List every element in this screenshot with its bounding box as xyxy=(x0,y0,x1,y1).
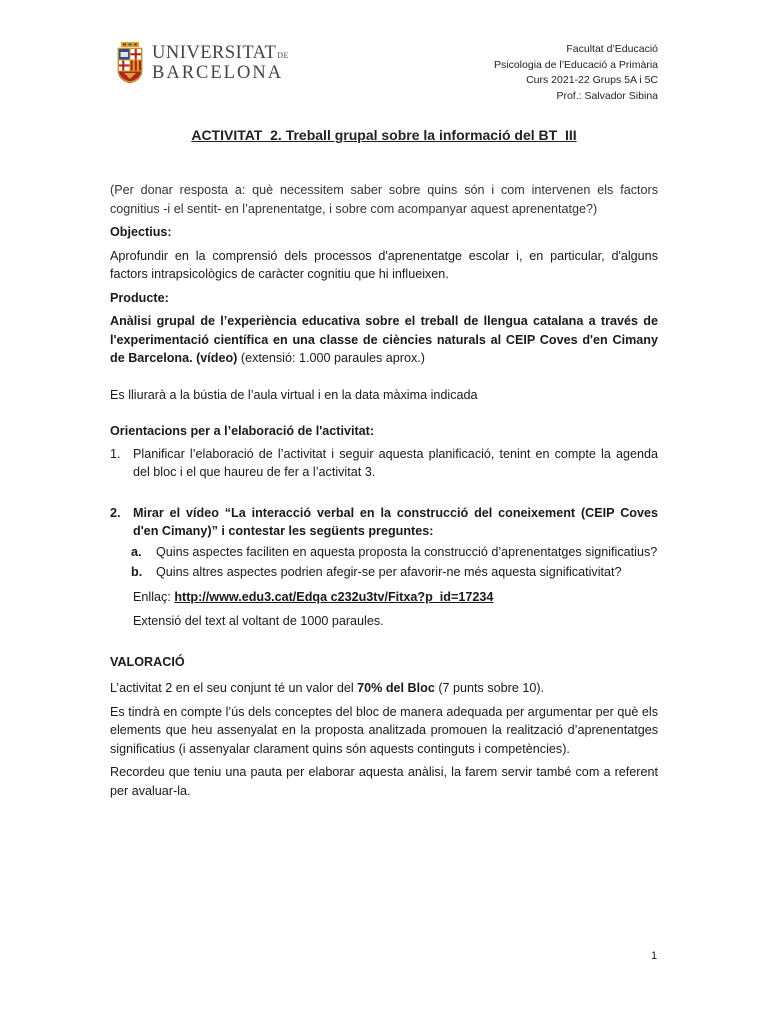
producte-text xyxy=(110,312,658,368)
question-text: Quins altres aspectes podrien afegir-se per afavorir-ne més aquesta significativitat? xyxy=(156,565,622,579)
professor-line: Prof.: Salvador Sibina xyxy=(556,89,658,102)
delivery-note: Es lliurarà a la bústia de l’aula virtual i en la data màxima indicada xyxy=(110,387,478,402)
orientacions-heading: Orientacions per a l’elaboració de l'activitat: xyxy=(110,424,375,438)
questions-list xyxy=(110,543,658,582)
list-item xyxy=(110,504,658,631)
valoracio-weight xyxy=(110,679,658,698)
extension-note: Extensió del text al voltant de 1000 paraules. xyxy=(133,614,384,628)
question-item xyxy=(110,543,658,562)
list-item-number: 2. xyxy=(110,505,121,520)
logo-wordmark xyxy=(152,44,289,83)
objectius-text: Aprofundir en la comprensió dels processos d'aprenentatge escolar i, en particular, d'alguns factors intrapsicològics de caràcter cognitiu que hi influeixen. xyxy=(110,248,658,281)
producte-heading: Producte: xyxy=(110,290,169,305)
document-body xyxy=(110,181,658,800)
producte-text-extension: (extensió: 1.000 paraules aprox.) xyxy=(237,351,425,365)
question-text: Quins aspectes faciliten en aquesta proposta la construcció d’aprenentatges significatius? xyxy=(156,544,658,559)
valoracio-weight-b: 70% del Bloc xyxy=(357,681,435,695)
logo-line1-suffix: DE xyxy=(277,50,289,60)
question-letter: a. xyxy=(131,544,142,559)
logo-line2: BARCELONA xyxy=(152,63,284,83)
list-item-text: Mirar el vídeo “La interacció verbal en la construcció del coneixement (CEIP Coves d'en Cimany)” i contestar les següents preguntes: xyxy=(133,505,658,538)
valoracio-reminder: Recordeu que teniu una pauta per elaborar aquesta anàlisi, la farem servir també com a referent per avaluar-la. xyxy=(110,765,658,798)
university-crest-icon xyxy=(116,42,144,84)
orientacions-list xyxy=(110,445,658,631)
question-letter: b. xyxy=(131,565,143,579)
objectius-heading: Objectius: xyxy=(110,225,172,239)
faculty-line: Facultat d’Educació xyxy=(566,43,658,55)
subject-line: Psicologia de l’Educació a Primària xyxy=(494,58,658,71)
course-line: Curs 2021-22 Grups 5A i 5C xyxy=(526,74,658,86)
list-item xyxy=(110,445,658,482)
list-item-number: 1. xyxy=(110,446,121,461)
producte-text-bold: Anàlisi grupal de l’experiència educativa sobre el treball de llengua catalana a través de l'experimentació científica en una classe de ciències naturals al CEIP Coves d'en Cimany de Barcelona. (vídeo) xyxy=(110,314,658,365)
list-item-text: Planificar l’elaboració de l’activitat i seguir aquesta planificació, tenint en compte la agenda del bloc i el que haureu de fer a l’activitat 3. xyxy=(133,446,658,479)
intro-paragraph: (Per donar resposta a: què necessitem saber sobre quins són i com intervenen els factors cognitius -i el sentit- en l’aprenentatge, i sobre com acompanyar aquest aprenentatge?) xyxy=(110,183,658,216)
page-number: 1 xyxy=(651,950,658,962)
question-item xyxy=(110,563,658,582)
valoracio-weight-c: (7 punts sobre 10). xyxy=(434,681,545,695)
logo-line1: UNIVERSITAT xyxy=(152,42,277,63)
document-title: ACTIVITAT_2. Treball grupal sobre la informació del BT_III xyxy=(191,127,577,143)
course-info xyxy=(494,42,658,104)
video-link[interactable]: http://www.edu3.cat/Edqa c232u3tv/Fitxa?p_id=17234 xyxy=(174,589,494,604)
valoracio-heading: VALORACIÓ xyxy=(110,654,185,669)
valoracio-weight-a: L’activitat 2 en el seu conjunt té un valor del xyxy=(110,681,358,695)
valoracio-criteria: Es tindrà en compte l’ús dels conceptes del bloc de manera adequada per argumentar per què els elements que heu assenyalat en la proposta analitzada promouen la realització d’aprenentatges significatius (i assenyalar clarament quins són aquests continguts i competències). xyxy=(110,704,658,756)
university-logo xyxy=(116,42,289,84)
video-link-line xyxy=(133,588,658,607)
link-label: Enllaç: xyxy=(133,589,175,604)
